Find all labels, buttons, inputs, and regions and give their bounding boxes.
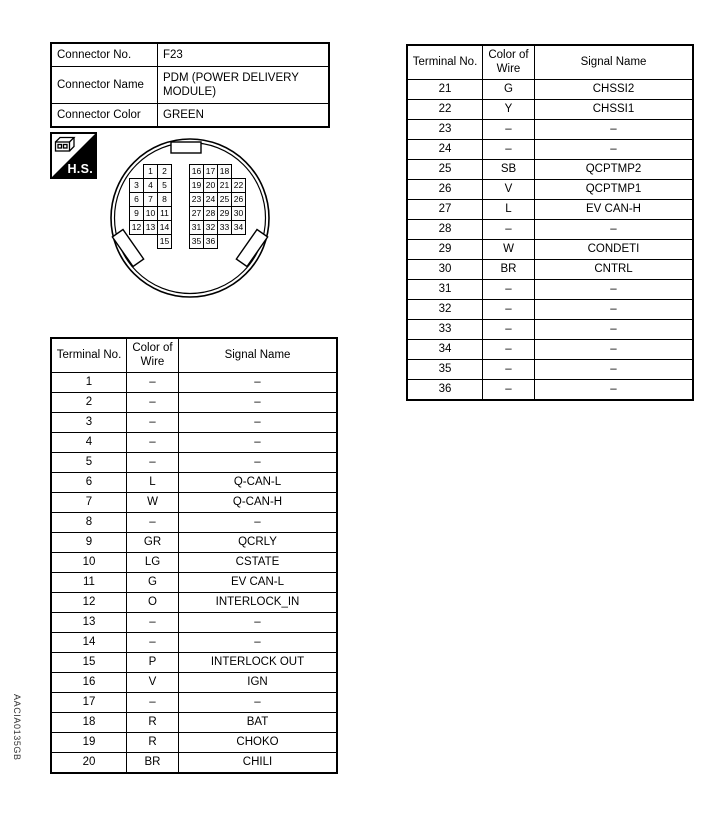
cell-signal-name: CONDETI <box>535 240 694 260</box>
cell-wire-color: – <box>127 693 179 713</box>
cell-signal-name: INTERLOCK OUT <box>179 653 338 673</box>
pin-cell: 30 <box>231 206 246 221</box>
table-row <box>407 100 693 120</box>
cell-wire-color: – <box>483 300 535 320</box>
terminal-table-21-36 <box>406 44 694 401</box>
table-row <box>51 553 337 573</box>
column-header: Signal Name <box>179 338 338 373</box>
cell-signal-name: – <box>179 633 338 653</box>
info-value: F23 <box>158 43 330 67</box>
table-row <box>51 733 337 753</box>
cell-wire-color: – <box>483 320 535 340</box>
cell-wire-color: W <box>127 493 179 513</box>
cell-signal-name: CNTRL <box>535 260 694 280</box>
cell-terminal-no: 26 <box>407 180 483 200</box>
cell-signal-name: IGN <box>179 673 338 693</box>
cell-wire-color: G <box>127 573 179 593</box>
cell-wire-color: BR <box>127 753 179 774</box>
cell-signal-name: – <box>535 320 694 340</box>
cell-wire-color: GR <box>127 533 179 553</box>
table-row <box>51 673 337 693</box>
table-row <box>51 653 337 673</box>
cell-signal-name: – <box>179 393 338 413</box>
table-row <box>407 320 693 340</box>
cell-wire-color: – <box>483 360 535 380</box>
figure-code: AACIA0135GB <box>12 694 22 761</box>
pin-cell: 13 <box>143 220 158 235</box>
table-row <box>51 693 337 713</box>
cell-terminal-no: 7 <box>51 493 127 513</box>
pin-cell: 28 <box>203 206 218 221</box>
connector-plug-icon <box>53 135 79 155</box>
cell-terminal-no: 4 <box>51 433 127 453</box>
cell-terminal-no: 36 <box>407 380 483 401</box>
pin-cell: 21 <box>217 178 232 193</box>
cell-terminal-no: 30 <box>407 260 483 280</box>
cell-wire-color: – <box>483 380 535 401</box>
cell-terminal-no: 21 <box>407 80 483 100</box>
cell-terminal-no: 3 <box>51 413 127 433</box>
cell-signal-name: QCPTMP1 <box>535 180 694 200</box>
info-value: PDM (POWER DELIVERY MODULE) <box>158 67 330 104</box>
cell-signal-name: – <box>535 280 694 300</box>
cell-signal-name: BAT <box>179 713 338 733</box>
cell-signal-name: CSTATE <box>179 553 338 573</box>
pin-cell: 11 <box>157 206 172 221</box>
pin-cell: 23 <box>189 192 204 207</box>
connector-info-table <box>50 42 330 128</box>
cell-terminal-no: 9 <box>51 533 127 553</box>
cell-signal-name: EV CAN-H <box>535 200 694 220</box>
cell-signal-name: INTERLOCK_IN <box>179 593 338 613</box>
table-row <box>51 493 337 513</box>
connector-top-key <box>171 142 201 153</box>
table-row <box>407 160 693 180</box>
cell-signal-name: – <box>535 380 694 401</box>
cell-terminal-no: 11 <box>51 573 127 593</box>
pin-cell: 10 <box>143 206 158 221</box>
table-row <box>51 513 337 533</box>
cell-signal-name: – <box>535 360 694 380</box>
cell-terminal-no: 28 <box>407 220 483 240</box>
column-header: Terminal No. <box>407 45 483 80</box>
cell-wire-color: P <box>127 653 179 673</box>
connector-diagram <box>104 136 276 302</box>
table-row <box>407 80 693 100</box>
cell-terminal-no: 12 <box>51 593 127 613</box>
cell-wire-color: – <box>483 120 535 140</box>
pin-cell: 22 <box>231 178 246 193</box>
pin-cell: 33 <box>217 220 232 235</box>
cell-terminal-no: 1 <box>51 373 127 393</box>
cell-wire-color: BR <box>483 260 535 280</box>
table-row <box>51 753 337 774</box>
pin-cell: 7 <box>143 192 158 207</box>
cell-wire-color: – <box>127 433 179 453</box>
table-row <box>407 340 693 360</box>
cell-terminal-no: 31 <box>407 280 483 300</box>
pin-cell: 12 <box>129 220 144 235</box>
table-row <box>407 180 693 200</box>
pin-cell: 15 <box>157 234 172 249</box>
pin-cell: 8 <box>157 192 172 207</box>
cell-signal-name: Q-CAN-L <box>179 473 338 493</box>
cell-terminal-no: 6 <box>51 473 127 493</box>
cell-signal-name: EV CAN-L <box>179 573 338 593</box>
pin-cell: 24 <box>203 192 218 207</box>
cell-terminal-no: 10 <box>51 553 127 573</box>
header-row <box>407 45 693 80</box>
pin-cell: 26 <box>231 192 246 207</box>
cell-wire-color: – <box>127 633 179 653</box>
table-row <box>407 200 693 220</box>
pin-cell: 29 <box>217 206 232 221</box>
cell-terminal-no: 27 <box>407 200 483 220</box>
cell-terminal-no: 14 <box>51 633 127 653</box>
column-header: Terminal No. <box>51 338 127 373</box>
pin-cell: 6 <box>129 192 144 207</box>
column-header: Color of Wire <box>127 338 179 373</box>
pin-cell: 34 <box>231 220 246 235</box>
table-row <box>51 593 337 613</box>
cell-wire-color: SB <box>483 160 535 180</box>
table-row <box>407 140 693 160</box>
cell-signal-name: – <box>179 693 338 713</box>
column-header: Signal Name <box>535 45 694 80</box>
table-row <box>407 240 693 260</box>
pin-cell: 19 <box>189 178 204 193</box>
info-label: Connector Name <box>51 67 158 104</box>
cell-terminal-no: 19 <box>51 733 127 753</box>
table-row <box>407 380 693 401</box>
terminal-table-1-20 <box>50 337 338 774</box>
cell-terminal-no: 29 <box>407 240 483 260</box>
cell-wire-color: Y <box>483 100 535 120</box>
cell-wire-color: V <box>483 180 535 200</box>
info-row <box>51 67 329 104</box>
cell-terminal-no: 25 <box>407 160 483 180</box>
table-row <box>407 120 693 140</box>
pin-cell: 20 <box>203 178 218 193</box>
cell-signal-name: – <box>179 513 338 533</box>
cell-terminal-no: 8 <box>51 513 127 533</box>
cell-terminal-no: 15 <box>51 653 127 673</box>
cell-signal-name: – <box>535 220 694 240</box>
cell-signal-name: – <box>535 140 694 160</box>
pin-cell: 2 <box>157 164 172 179</box>
cell-signal-name: CHILI <box>179 753 338 774</box>
cell-wire-color: L <box>483 200 535 220</box>
cell-wire-color: – <box>127 393 179 413</box>
cell-wire-color: – <box>483 280 535 300</box>
cell-wire-color: R <box>127 733 179 753</box>
pin-cell: 14 <box>157 220 172 235</box>
cell-wire-color: V <box>127 673 179 693</box>
cell-terminal-no: 18 <box>51 713 127 733</box>
pin-cell: 35 <box>189 234 204 249</box>
table-row <box>407 260 693 280</box>
cell-terminal-no: 20 <box>51 753 127 774</box>
pin-cell: 5 <box>157 178 172 193</box>
table-row <box>51 433 337 453</box>
cell-signal-name: – <box>179 433 338 453</box>
table-row <box>51 533 337 553</box>
cell-terminal-no: 32 <box>407 300 483 320</box>
cell-terminal-no: 34 <box>407 340 483 360</box>
table-row <box>51 393 337 413</box>
cell-terminal-no: 17 <box>51 693 127 713</box>
cell-terminal-no: 2 <box>51 393 127 413</box>
cell-terminal-no: 35 <box>407 360 483 380</box>
pin-cell: 32 <box>203 220 218 235</box>
hs-label: H.S. <box>67 162 93 176</box>
cell-terminal-no: 23 <box>407 120 483 140</box>
cell-signal-name: – <box>179 373 338 393</box>
info-label: Connector No. <box>51 43 158 67</box>
cell-wire-color: W <box>483 240 535 260</box>
table-row <box>51 573 337 593</box>
info-row <box>51 104 329 128</box>
info-label: Connector Color <box>51 104 158 128</box>
hs-badge <box>50 132 97 179</box>
table-row <box>407 220 693 240</box>
cell-terminal-no: 24 <box>407 140 483 160</box>
cell-signal-name: – <box>179 613 338 633</box>
header-row <box>51 338 337 373</box>
pin-cell: 36 <box>203 234 218 249</box>
cell-signal-name: CHSSI1 <box>535 100 694 120</box>
cell-signal-name: QCPTMP2 <box>535 160 694 180</box>
table-row <box>51 453 337 473</box>
cell-signal-name: – <box>535 340 694 360</box>
cell-wire-color: L <box>127 473 179 493</box>
table-row <box>407 360 693 380</box>
cell-signal-name: Q-CAN-H <box>179 493 338 513</box>
cell-terminal-no: 16 <box>51 673 127 693</box>
cell-signal-name: QCRLY <box>179 533 338 553</box>
cell-signal-name: – <box>535 120 694 140</box>
cell-signal-name: CHOKO <box>179 733 338 753</box>
cell-wire-color: G <box>483 80 535 100</box>
table-row <box>51 413 337 433</box>
table-row <box>407 280 693 300</box>
pin-cell: 9 <box>129 206 144 221</box>
cell-signal-name: CHSSI2 <box>535 80 694 100</box>
pin-cell: 18 <box>217 164 232 179</box>
cell-wire-color: – <box>483 340 535 360</box>
cell-terminal-no: 22 <box>407 100 483 120</box>
connector-info-body <box>51 43 329 127</box>
pin-cell: 25 <box>217 192 232 207</box>
table-row <box>407 300 693 320</box>
info-row <box>51 43 329 67</box>
cell-wire-color: – <box>127 413 179 433</box>
table-row <box>51 713 337 733</box>
cell-terminal-no: 5 <box>51 453 127 473</box>
cell-wire-color: – <box>127 373 179 393</box>
pin-cell: 16 <box>189 164 204 179</box>
pin-cell: 3 <box>129 178 144 193</box>
cell-terminal-no: 33 <box>407 320 483 340</box>
pin-cell: 31 <box>189 220 204 235</box>
cell-wire-color: R <box>127 713 179 733</box>
cell-wire-color: – <box>127 453 179 473</box>
pin-cell: 1 <box>143 164 158 179</box>
table-row <box>51 373 337 393</box>
pin-cell: 17 <box>203 164 218 179</box>
cell-wire-color: O <box>127 593 179 613</box>
cell-wire-color: – <box>127 513 179 533</box>
cell-signal-name: – <box>179 453 338 473</box>
table-row <box>51 473 337 493</box>
table-row <box>51 613 337 633</box>
pin-cell: 27 <box>189 206 204 221</box>
cell-terminal-no: 13 <box>51 613 127 633</box>
cell-wire-color: – <box>127 613 179 633</box>
cell-wire-color: – <box>483 140 535 160</box>
table-row <box>51 633 337 653</box>
cell-wire-color: LG <box>127 553 179 573</box>
cell-signal-name: – <box>179 413 338 433</box>
cell-wire-color: – <box>483 220 535 240</box>
cell-signal-name: – <box>535 300 694 320</box>
pin-cell: 4 <box>143 178 158 193</box>
column-header: Color of Wire <box>483 45 535 80</box>
info-value: GREEN <box>158 104 330 128</box>
